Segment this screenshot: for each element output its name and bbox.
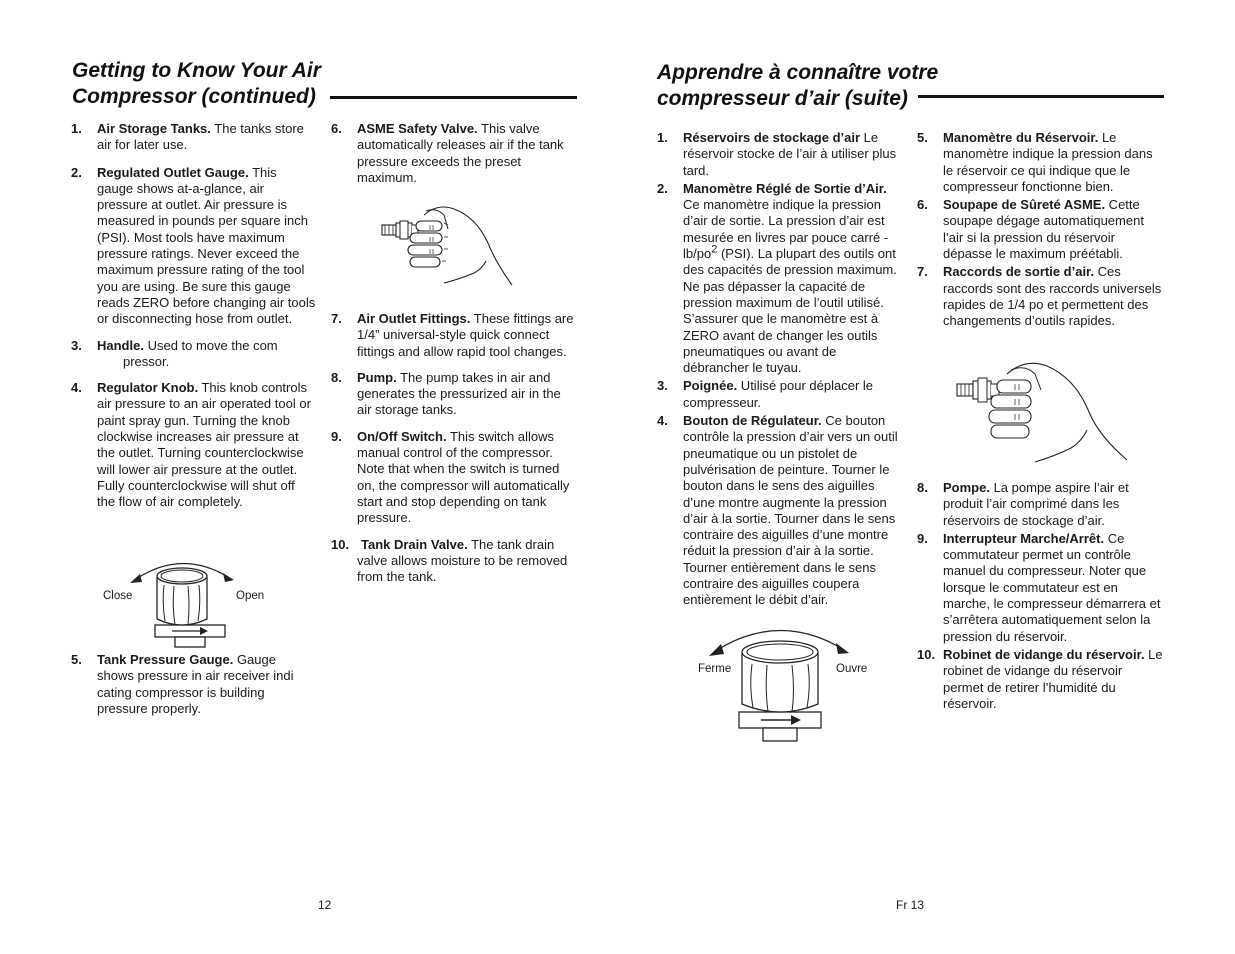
item-number: 2. — [71, 164, 82, 180]
item-number: 3. — [71, 337, 82, 353]
list-item — [331, 121, 576, 186]
item-number: 7. — [917, 264, 928, 280]
item-number: 7. — [331, 311, 342, 326]
knob-close-label: Close — [103, 590, 133, 602]
right-title-rule — [918, 95, 1164, 98]
item-heading: Raccords de sortie d’air. — [943, 264, 1095, 280]
right-page-number: Fr 13 — [896, 898, 925, 912]
item-number: 4. — [71, 380, 82, 396]
item-number: 6. — [917, 197, 928, 213]
left-column-1-continued — [71, 652, 316, 717]
item-heading: Interrupteur Marche/Arrêt. — [943, 530, 1105, 546]
item-body: Ce bouton contrôle la pression d’air vers un outil pneumatique ou un pistolet de pulvérisation de peinture. Tourner le bouton dans le sens des aiguilles d’une montre augmente la pression d’air à la sortie. Tourner dans le sens contraire des aiguilles d’une montre réduit la pression d’air à la sortie. Tourner entièrement dans le sens contraire des aiguilles coupera entièrement le débit d’air. — [683, 413, 898, 608]
right-column-1 — [657, 130, 905, 609]
item-heading: Bouton de Régulateur. — [683, 413, 822, 429]
left-column-1 — [71, 121, 316, 511]
item-number: 1. — [657, 130, 668, 145]
item-heading: Tank Drain Valve. — [361, 536, 468, 552]
list-item — [71, 121, 316, 154]
left-column-2 — [331, 121, 576, 186]
left-title-line2: Compressor (continued) — [72, 85, 316, 108]
knob-open-label-fr: Ouvre — [836, 663, 868, 675]
item-number: 5. — [71, 652, 82, 667]
list-item — [331, 429, 576, 527]
item-heading: Poignée. — [683, 378, 738, 394]
left-title-rule — [330, 96, 577, 99]
item-heading: Pompe. — [943, 480, 990, 495]
item-body: Cette soupape dégage automatiquement l’air si la pression du réservoir dépasse le maximum préétabli. — [943, 197, 1144, 262]
regulator-knob-drawing-fr — [695, 620, 880, 745]
item-heading: Handle. — [97, 337, 144, 353]
hand-fitting-drawing — [378, 203, 518, 288]
list-item — [331, 311, 576, 360]
air-fitting-hand-illustration — [378, 203, 518, 288]
list-item — [657, 413, 905, 609]
item-body-continued: (PSI). La plupart des outils ont des capacités de pression maximum. Ne pas dépasser la capacité de pression maximum de l’outil utilisé. S’assurer que le manomètre est à ZERO avant de changer les outils pneumatiques ou avant de débrancher le tuyau. — [683, 246, 897, 376]
item-number: 9. — [917, 530, 928, 546]
item-body: This switch allows manual control of the compressor. Note that when the switch is turned on, the compressor will automatically start and stop depending on tank pressure. — [357, 428, 570, 526]
list-item — [331, 537, 576, 586]
item-number: 8. — [917, 480, 928, 495]
item-heading: Tank Pressure Gauge. — [97, 652, 234, 667]
item-heading: Air Storage Tanks. — [97, 121, 211, 136]
list-item — [917, 647, 1165, 712]
item-heading: ASME Safety Valve. — [357, 121, 478, 136]
item-body: Ce commutateur permet un contrôle manuel du compresseur. Noter que lorsque le commutateur est en marche, le compresseur démarrera et s’arrêtera automatiquement selon la pression du réservoir. — [943, 530, 1161, 644]
item-heading: Réservoirs de stockage d’air — [683, 130, 861, 145]
item-number: 8. — [331, 369, 342, 385]
list-item — [917, 197, 1165, 262]
regulator-knob-illustration-fr — [695, 620, 880, 745]
list-item — [331, 370, 576, 419]
item-body: Utilisé pour déplacer le compresseur. — [683, 378, 874, 410]
right-title-line2: compresseur d’air (suite) — [657, 87, 908, 110]
knob-open-label: Open — [236, 590, 265, 602]
right-column-2-continued — [917, 480, 1165, 712]
item-number: 1. — [71, 121, 82, 136]
item-body: Used to move the com — [143, 337, 278, 353]
item-body: Ces raccords sont des raccords universels rapides de 1/4 po et permettent des changements d’outils rapides. — [943, 264, 1162, 329]
item-body: The tanks store air for later use. — [97, 121, 304, 153]
item-heading: Manomètre Réglé de Sortie d’Air. — [683, 180, 887, 196]
item-number: 2. — [657, 180, 668, 196]
regulator-knob-illustration — [100, 555, 280, 650]
right-title-line1: Apprendre à connaître votre — [657, 61, 939, 84]
list-item — [71, 380, 316, 510]
item-body: The pump takes in air and generates the pressurized air in the air storage tanks. — [357, 369, 561, 418]
list-item — [71, 652, 316, 717]
item-body: These fittings are 1/4” universal-style quick connect fittings and allow rapid tool changes. — [357, 311, 574, 359]
item-number: 10. — [331, 536, 350, 552]
air-fitting-hand-illustration-fr — [955, 360, 1130, 465]
list-item — [657, 378, 905, 411]
item-number: 4. — [657, 413, 668, 429]
item-heading: Manomètre du Réservoir. — [943, 130, 1099, 145]
knob-close-label-fr: Ferme — [698, 663, 732, 675]
item-heading: On/Off Switch. — [357, 428, 447, 444]
item-body: Le manomètre indique la pression dans le réservoir ce qui indique que le compresseur fonctionne bien. — [943, 130, 1153, 194]
item-body: Ce manomètre indique la pression d’air de sortie. La pression d’air est mesurée en livres par pouce carré - lb/po — [683, 197, 889, 262]
list-item — [917, 480, 1165, 529]
left-column-2-continued — [331, 311, 576, 585]
item-number: 9. — [331, 428, 342, 444]
item-heading: Soupape de Sûreté ASME. — [943, 197, 1106, 213]
item-number: 3. — [657, 378, 668, 394]
list-item — [657, 181, 905, 377]
item-number: 6. — [331, 121, 342, 136]
list-item — [917, 531, 1165, 645]
item-body: La pompe aspire l’air et produit l’air comprimé dans les réservoirs de stockage d’air. — [943, 480, 1129, 528]
list-item — [71, 338, 316, 371]
list-item — [917, 130, 1165, 195]
hand-fitting-drawing-fr — [955, 360, 1130, 465]
item-body: Le robinet de vidange du réservoir permet de retirer l’humidité du réservoir. — [943, 646, 1163, 711]
item-heading: Air Outlet Fittings. — [357, 311, 471, 326]
item-heading: Regulated Outlet Gauge. — [97, 164, 249, 180]
item-superscript: 2 — [711, 243, 718, 256]
item-body: The tank drain valve allows moisture to be removed from the tank. — [357, 536, 568, 585]
item-number: 5. — [917, 130, 928, 145]
item-body: This knob controls air pressure to an air operated tool or paint spray gun. Turning the knob clockwise increases air pressure at the outlet. Turning counterclockwise will lower air pressure at the outlet. Fully counterclockwise will shut off the flow of air completely. — [97, 380, 311, 510]
item-body-continued: pressor. — [123, 353, 170, 369]
list-item — [71, 165, 316, 328]
item-heading: Pump. — [357, 369, 397, 385]
list-item — [917, 264, 1165, 329]
left-page-number: 12 — [318, 898, 332, 912]
item-body: Gauge shows pressure in air receiver indi cating compressor is building pressure properly. — [97, 652, 294, 716]
right-column-2 — [917, 130, 1165, 330]
item-heading: Regulator Knob. — [97, 380, 199, 396]
list-item — [657, 130, 905, 179]
right-page-title — [657, 60, 938, 112]
item-number: 10. — [917, 646, 936, 662]
item-body: This valve automatically releases air if the tank pressure exceeds the preset maximum. — [357, 121, 564, 185]
regulator-knob-drawing — [100, 555, 280, 650]
left-title-line1: Getting to Know Your Air — [72, 59, 321, 82]
item-heading: Robinet de vidange du réservoir. — [943, 646, 1145, 662]
item-body: This gauge shows at-a-glance, air pressure at outlet. Air pressure is measured in pounds per square inch (PSI). Most tools have maximum pressure ratings. Never exceed the maximum pressure rating of the tool you are using. Be sure this gauge reads ZERO before changing air tools or disconnecting hose from outlet. — [97, 164, 316, 327]
item-body: Le réservoir stocke de l’air à utiliser plus tard. — [683, 130, 897, 178]
left-page-title — [72, 58, 321, 110]
